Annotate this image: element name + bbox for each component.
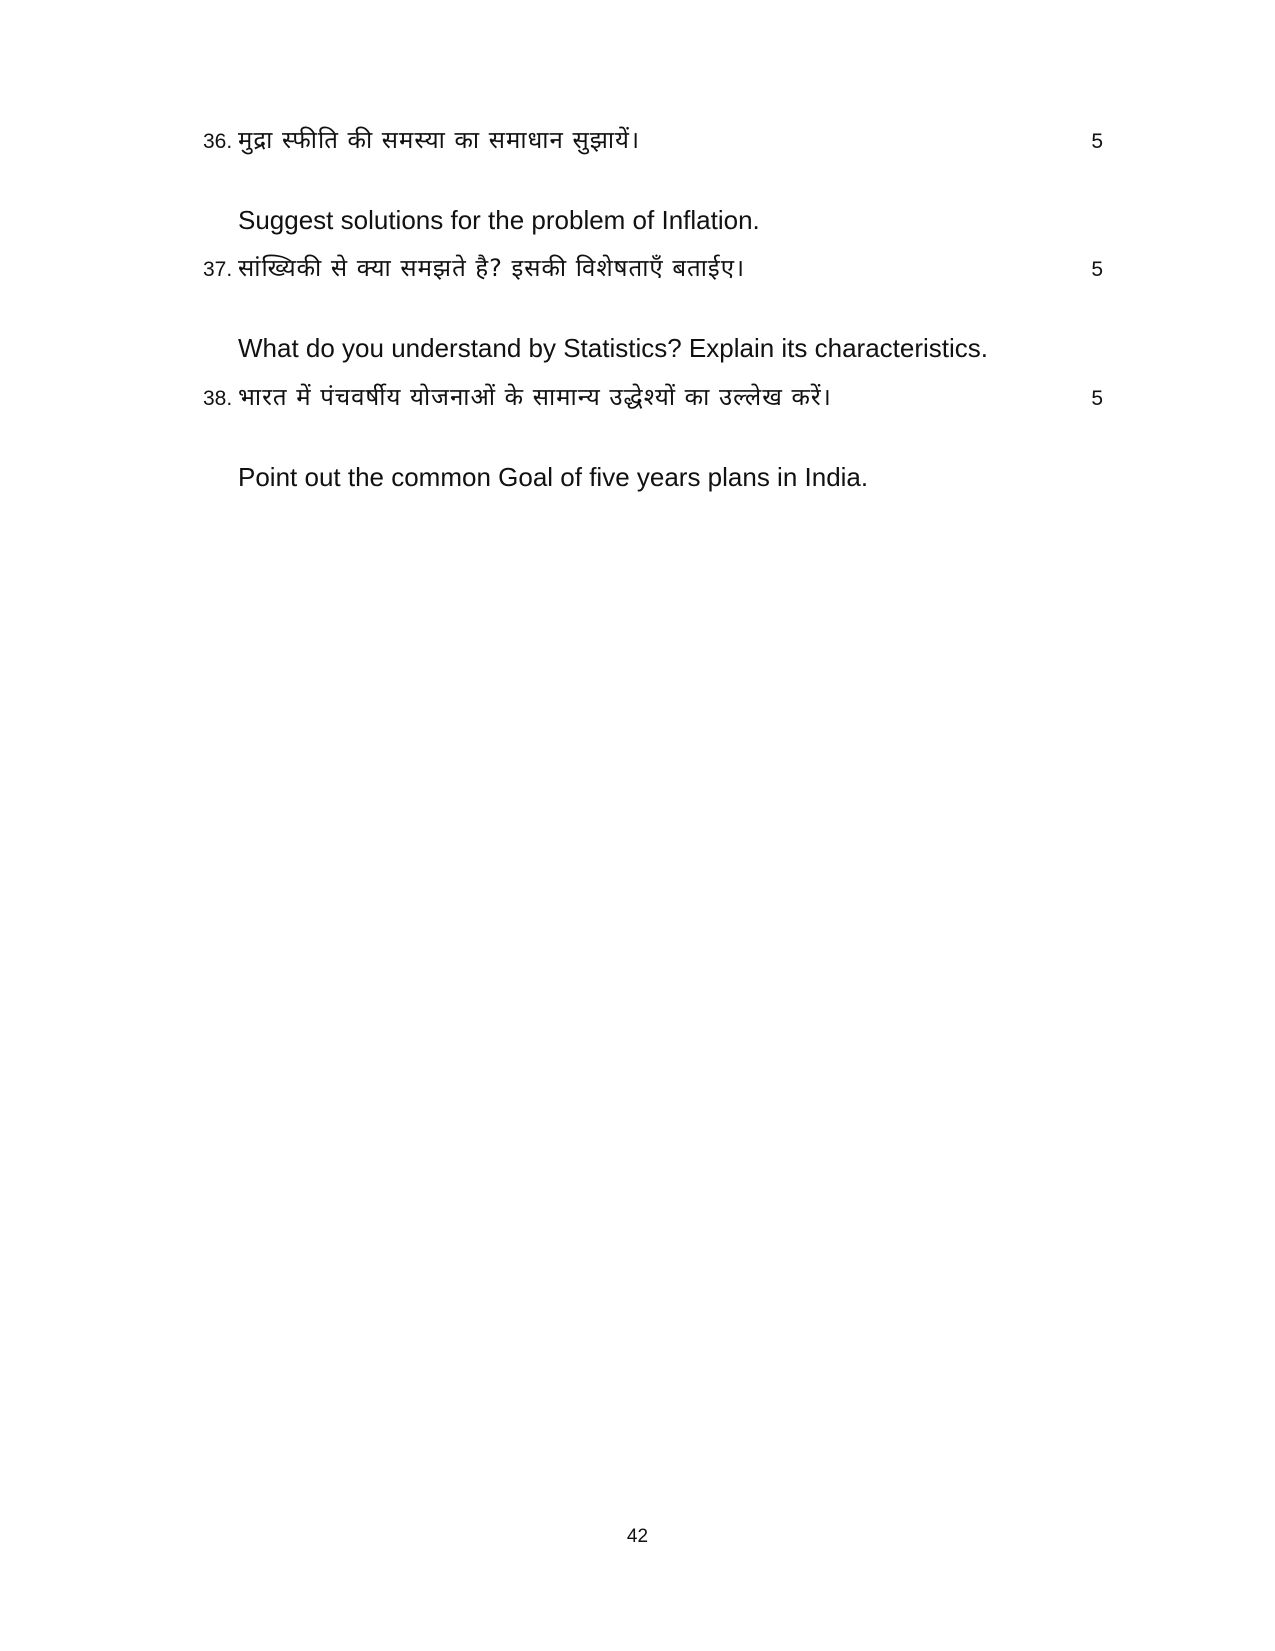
question-text-english: What do you understand by Statistics? Explain its characteristics. — [238, 333, 989, 363]
question-text-english: Point out the common Goal of five years plans in India. — [238, 462, 869, 492]
question-number: 38. — [203, 387, 233, 410]
question-text-hindi: भारत में पंचवर्षीय योजनाओं के सामान्य उद्धेश्यों का उल्लेख करें। — [238, 383, 832, 411]
question-marks: 5 — [1091, 387, 1103, 410]
question-text-hindi: मुद्रा स्फीति की समस्या का समाधान सुझायें। — [238, 126, 641, 154]
question-text-english: Suggest solutions for the problem of Inflation. — [238, 205, 760, 235]
question-text-hindi: सांख्यिकी से क्या समझते है? इसकी विशेषताएँ बताईए। — [238, 254, 746, 282]
question-marks: 5 — [1091, 258, 1103, 281]
page-number: 42 — [626, 1526, 649, 1547]
question-number: 36. — [203, 130, 233, 153]
question-number: 37. — [203, 258, 233, 281]
question-36-hindi-line — [203, 120, 1103, 160]
question-37-hindi-line — [203, 248, 1103, 288]
question-marks: 5 — [1091, 130, 1103, 153]
question-38-hindi-line — [203, 377, 1103, 417]
